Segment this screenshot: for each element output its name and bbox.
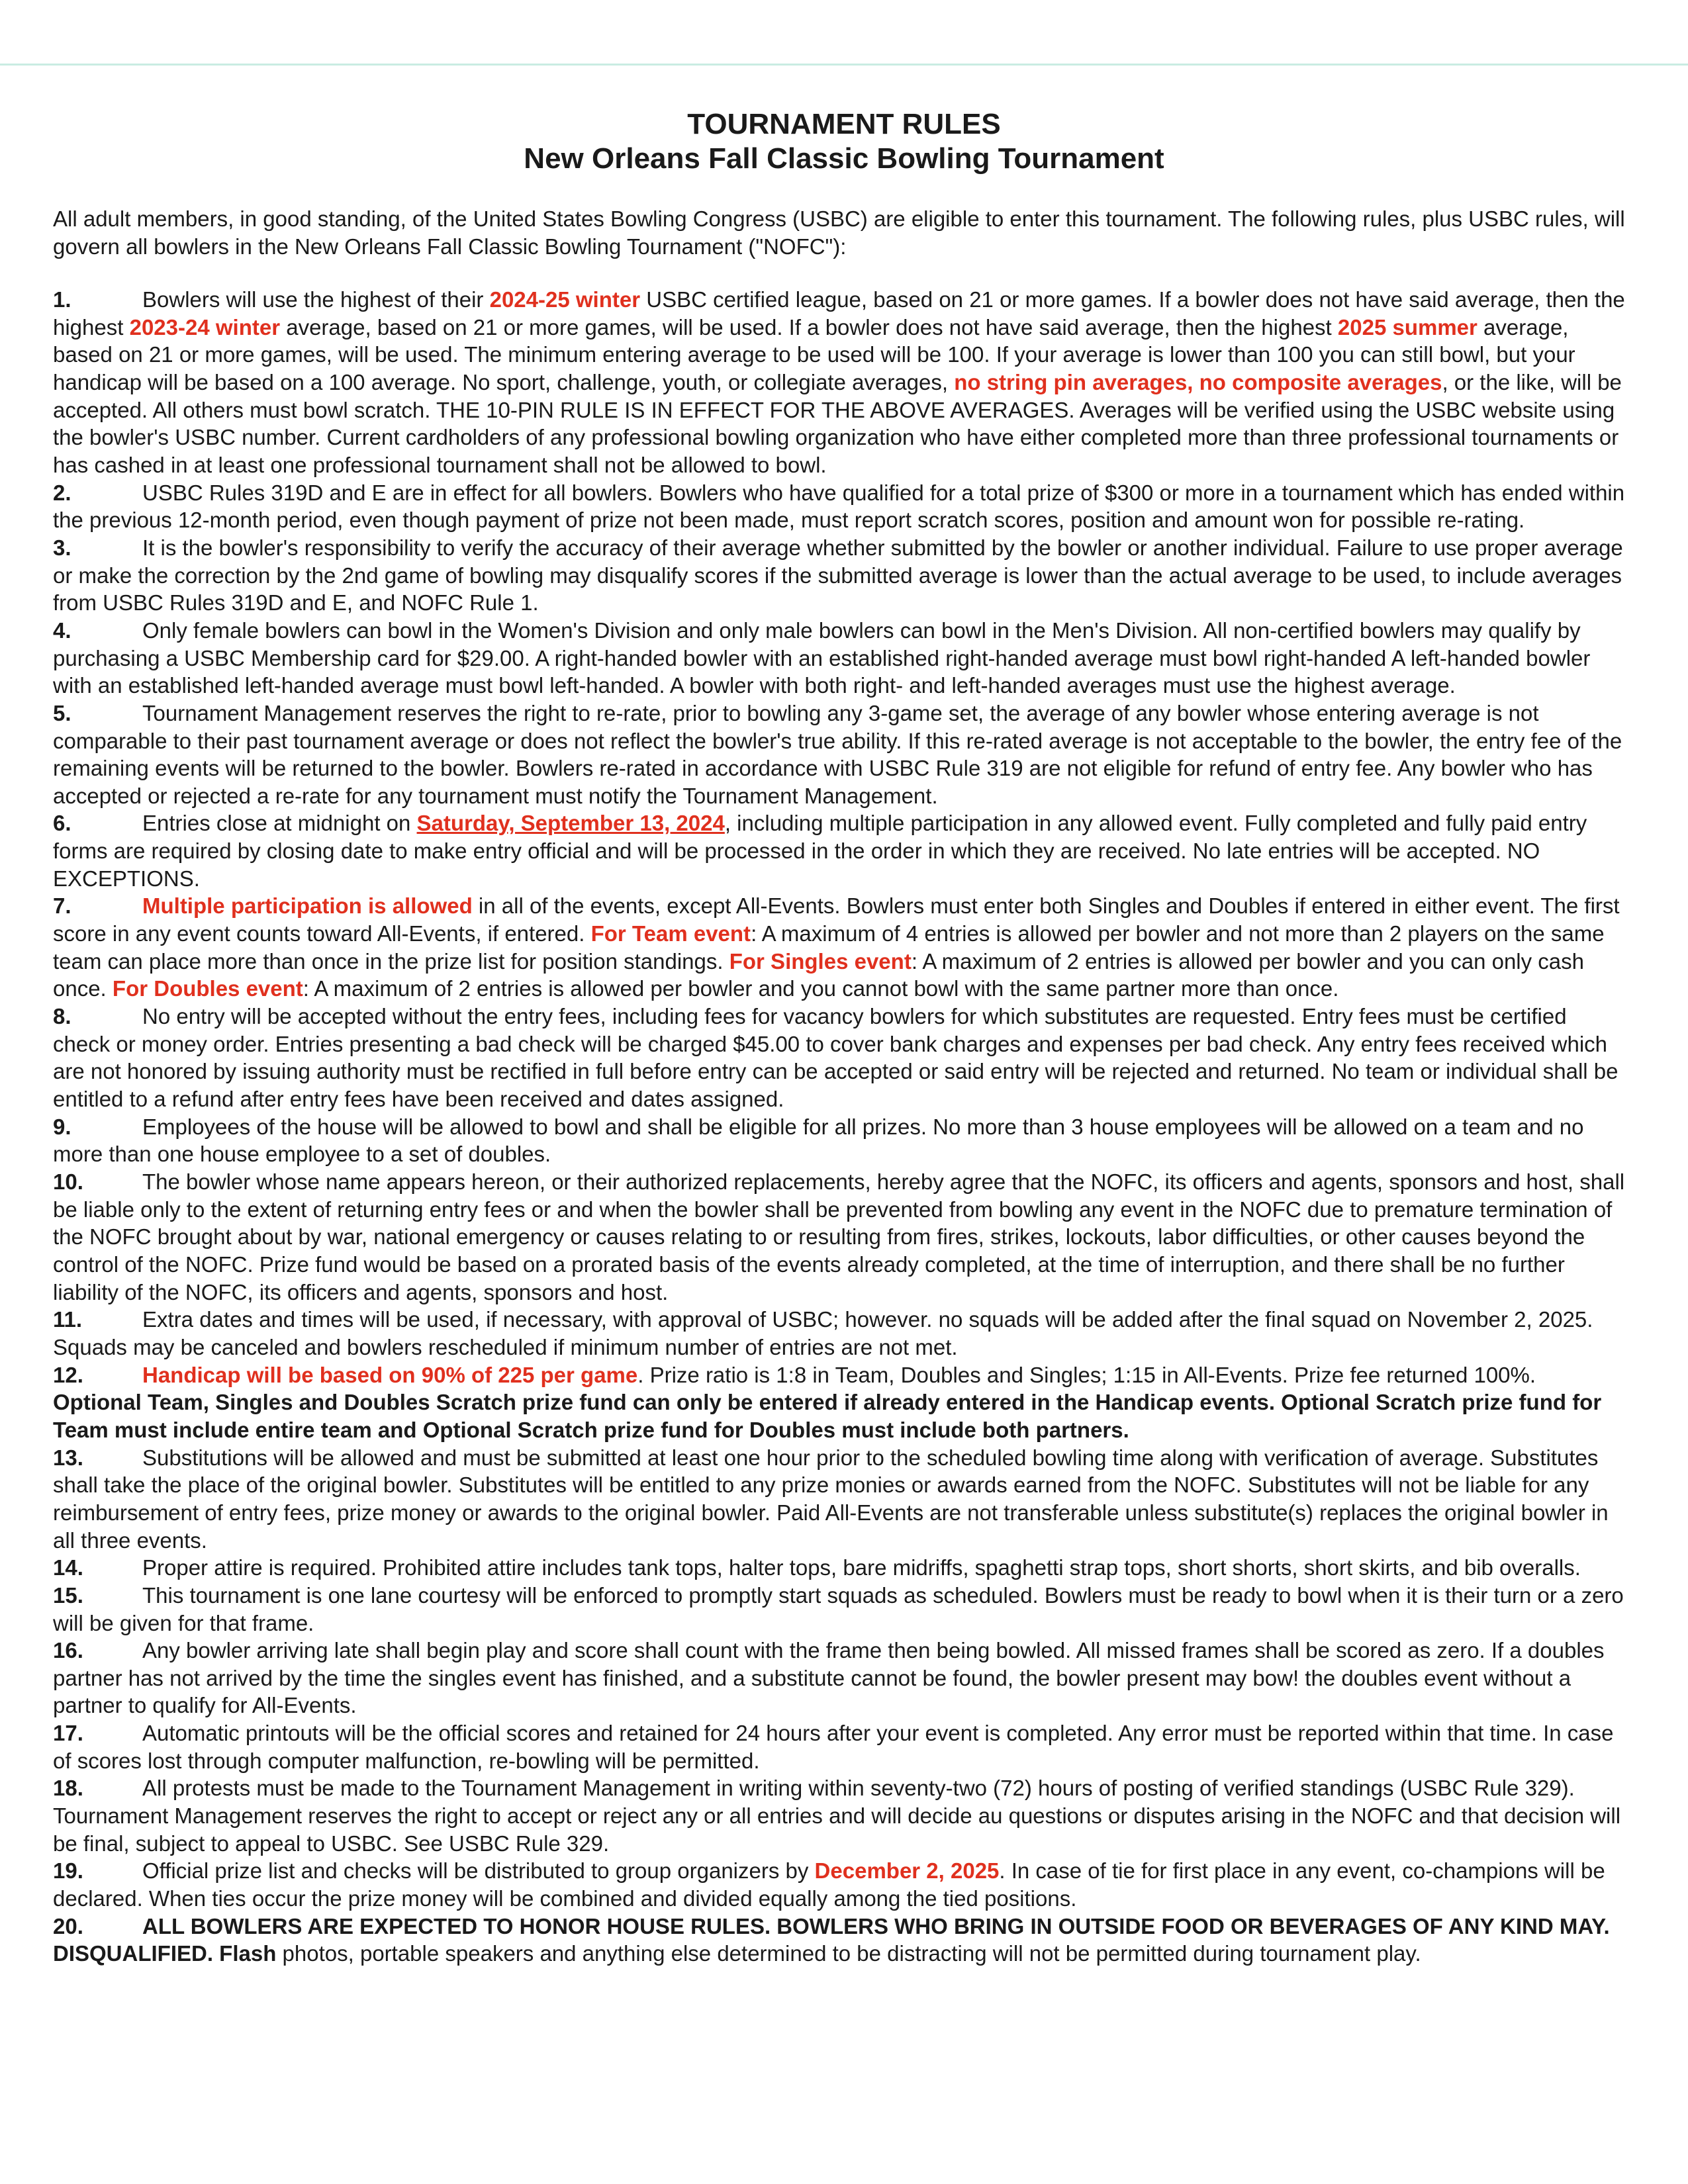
rule-highlight-text: no string pin averages, no composite averages bbox=[954, 369, 1442, 394]
intro-paragraph: All adult members, in good standing, of the United States Bowling Congress (USBC) are eligible to enter this tournament. The following rules, plus USBC rules, will govern all bowlers in the New Orleans Fall Classic Bowling Tournament ("NOFC"): bbox=[53, 206, 1625, 259]
rule-text: Employees of the house will be allowed to bowl and shall be eligible for all prizes. No more than 3 house employees will be allowed on a team and no more than one house employee to a set of doubles. bbox=[53, 1114, 1584, 1167]
rule-number: 15. bbox=[53, 1582, 83, 1608]
rule-number: 19. bbox=[53, 1858, 83, 1884]
rule-number: 1. bbox=[53, 287, 71, 312]
rule-number: 17. bbox=[53, 1721, 83, 1746]
rules-list bbox=[53, 286, 1628, 1968]
rule-item bbox=[53, 1168, 1628, 1306]
rule-bold-text: Optional Team, Singles and Doubles Scratch prize fund can only be entered if already entered in the Handicap events. Optional Scratch prize fund for Team must include entire team and Optional Scratch prize fund for Doubles must include both partners. bbox=[53, 1390, 1602, 1442]
rule-number: 10. bbox=[53, 1169, 83, 1194]
rule-number: 8. bbox=[53, 1004, 71, 1029]
rule-text: Bowlers will use the highest of their bbox=[142, 287, 490, 312]
rule-text: Entries close at midnight on bbox=[142, 811, 417, 836]
rule-bold-text: ALL BOWLERS ARE EXPECTED TO HONOR HOUSE RULES. BOWLERS WHO BRING IN OUTSIDE FOOD OR BEVERAGES OF ANY KIND MAY. DISQUALIFIED. Flash bbox=[53, 1913, 1610, 1966]
rule-number: 2. bbox=[53, 480, 71, 505]
rule-number: 5. bbox=[53, 700, 71, 725]
rule-number: 12. bbox=[53, 1362, 83, 1387]
rule-number: 3. bbox=[53, 535, 71, 560]
rule-text: in all of the events, except All-Events. Bowlers must enter both Singles and Doubles if entered in either event. The first score in any event counts toward All-Events, if entered. bbox=[53, 893, 1620, 946]
rule-highlight-text: 2025 summer bbox=[1337, 314, 1477, 340]
rule-highlight-text: Multiple participation is allowed bbox=[142, 893, 473, 919]
rule-item bbox=[53, 534, 1628, 617]
rule-number: 11. bbox=[53, 1307, 83, 1332]
rule-text: USBC certified league, based on 21 or more games. If a bowler does not have said average, then the highest bbox=[53, 287, 1625, 340]
rule-item bbox=[53, 1719, 1628, 1774]
rule-item bbox=[53, 1857, 1628, 1912]
rule-highlight-text: For Team event bbox=[590, 921, 751, 946]
rule-item bbox=[53, 1003, 1628, 1113]
rule-item bbox=[53, 700, 1628, 810]
rule-text: Only female bowlers can bowl in the Women's Division and only male bowlers can bowl in the Men's Division. All non-certified bowlers may qualify by purchasing a USBC Membership card for $29.00. A right-handed bowler with an established right-handed average must bowl right-handed A left-handed bowler with an established left-handed average must bowl left-handed. A bowler with both right- and left-handed averages must use the highest average. bbox=[53, 617, 1591, 698]
rule-item bbox=[53, 1582, 1628, 1637]
rule-item bbox=[53, 1306, 1628, 1361]
rule-item bbox=[53, 1361, 1628, 1444]
rule-text: photos, portable speakers and anything else determined to be distracting will not be permitted during tournament play. bbox=[276, 1941, 1421, 1966]
rule-text: , or the like, will be accepted. All others must bowl scratch. THE 10-PIN RULE IS IN EFFECT FOR THE ABOVE AVERAGES. Averages will be verified using the USBC website using the bowler's USBC number. Current cardholders of any professional bowling organization who have either completed more than three professional tournaments or has cashed in at least one professional tournament shall not be allowed to bowl. bbox=[53, 369, 1622, 477]
rule-text: Substitutions will be allowed and must be submitted at least one hour prior to the scheduled bowling time along with verification of average. Substitutes shall take the place of the original bowler. Substitutes will be entitled to any prize monies or awards earned from the NOFC. Substitutes will not be liable for any reimbursement of entry fees, prize money or awards to the original bowler. Paid All-Events are not transferable unless substitute(s) replaces the original bowler in all three events. bbox=[53, 1445, 1609, 1553]
rule-item bbox=[53, 1913, 1628, 1968]
page-subtitle: New Orleans Fall Classic Bowling Tournament bbox=[524, 142, 1164, 175]
rule-item bbox=[53, 286, 1628, 479]
rule-number: 16. bbox=[53, 1638, 83, 1663]
rule-text: USBC Rules 319D and E are in effect for all bowlers. Bowlers who have qualified for a total prize of $300 or more in a tournament which has ended within the previous 12-month period, even though payment of prize not been made, must report scratch scores, position and amount won for possible re-rating. bbox=[53, 480, 1625, 533]
rule-number: 7. bbox=[53, 893, 71, 919]
rule-text: The bowler whose name appears hereon, or their authorized replacements, hereby agree that the NOFC, its officers and agents, sponsors and host, shall be liable only to the extent of returning entry fees or and when the bowler shall be prevented from bowling any event in the NOFC due to premature termination of the NOFC brought about by war, national emergency or causes relating to or resulting from fires, strikes, lockouts, labor difficulties, or other causes beyond the control of the NOFC. Prize fund would be based on a prorated basis of the events already completed, at the time of interruption, and there shall be no further liability of the NOFC, its officers and agents, sponsors and host. bbox=[53, 1169, 1625, 1304]
rule-text: It is the bowler's responsibility to verify the accuracy of their average whether submitted by the bowler or another individual. Failure to use proper average or make the correction by the 2nd game of bowling may disqualify scores if the submitted average is lower than the actual average to be used, to include averages from USBC Rules 319D and E, and NOFC Rule 1. bbox=[53, 535, 1623, 615]
rule-highlight-text: Handicap will be based on 90% of 225 per game bbox=[142, 1362, 638, 1387]
rule-number: 13. bbox=[53, 1445, 83, 1470]
rule-text: No entry will be accepted without the entry fees, including fees for vacancy bowlers for which substitutes are requested. Entry fees must be certified check or money order. Entries presenting a bad check will be charged $45.00 to cover bank charges and expenses per bad check. Any entry fees received which are not honored by issuing authority must be rectified in full before entry can be accepted or said entry will be rejected and returned. No team or individual shall be entitled to a refund after entry fees have been received and dates assigned. bbox=[53, 1004, 1618, 1112]
rule-text: Any bowler arriving late shall begin play and score shall count with the frame then being bowled. All missed frames shall be scored as zero. If a doubles partner has not arrived by the time the singles event has finished, and a substitute cannot be found, the bowler present may bow! the doubles event without a partner to qualify for All-Events. bbox=[53, 1638, 1605, 1718]
rule-text: Proper attire is required. Prohibited attire includes tank tops, halter tops, bare midriffs, spaghetti strap tops, short shorts, short skirts, and bib overalls. bbox=[142, 1555, 1581, 1580]
rule-number: 14. bbox=[53, 1555, 83, 1580]
rule-text: : A maximum of 4 entries is allowed per bowler and not more than 2 players on the same team can place more than once in the prize list for position standings. bbox=[53, 921, 1605, 974]
rule-text: Official prize list and checks will be distributed to group organizers by bbox=[142, 1858, 815, 1884]
rule-text: average, based on 21 or more games, will be used. The minimum entering average to be used will be 100. If your average is lower than 100 you can still bowl, but your handicap will be based on a 100 average. No sport, challenge, youth, or collegiate averages, bbox=[53, 314, 1575, 394]
rule-highlight-text: For Doubles event bbox=[112, 976, 303, 1001]
rule-text: : A maximum of 2 entries is allowed per bowler and you can only cash once. bbox=[53, 948, 1584, 1001]
rule-text: Automatic printouts will be the official scores and retained for 24 hours after your event is completed. Any error must be reported within that time. In case of scores lost through computer malfunction, re-bowling will be permitted. bbox=[53, 1721, 1614, 1773]
rule-item bbox=[53, 809, 1628, 892]
rule-item bbox=[53, 1113, 1628, 1168]
rule-text: . Prize ratio is 1:8 in Team, Doubles and Singles; 1:15 in All-Events. Prize fee returned 100%. bbox=[637, 1362, 1536, 1387]
rule-number: 4. bbox=[53, 617, 71, 643]
rule-highlight-text: December 2, 2025 bbox=[814, 1858, 1000, 1884]
rule-highlight-text: For Singles event bbox=[729, 948, 912, 974]
rule-item bbox=[53, 1774, 1628, 1857]
rule-item bbox=[53, 617, 1628, 700]
rule-item bbox=[53, 1444, 1628, 1555]
rule-text: This tournament is one lane courtesy will be enforced to promptly start squads as scheduled. Bowlers must be ready to bowl when it is their turn or a zero will be given for that frame. bbox=[53, 1582, 1624, 1635]
rule-highlight-text: 2024-25 winter bbox=[489, 287, 641, 312]
rule-item bbox=[53, 1554, 1628, 1582]
rule-highlight-text: Saturday, September 13, 2024 bbox=[416, 811, 725, 836]
rule-number: 18. bbox=[53, 1776, 83, 1801]
rule-number: 9. bbox=[53, 1114, 71, 1139]
rule-text: All protests must be made to the Tournament Management in writing within seventy-two (72) hours of posting of verified standings (USBC Rule 329). Tournament Management reserves the right to accept or reject any or all entries and will decide au questions or disputes arising in the NOFC and that decision will be final, subject to appeal to USBC. See USBC Rule 329. bbox=[53, 1776, 1621, 1856]
rule-item bbox=[53, 1637, 1628, 1719]
rule-number: 20. bbox=[53, 1913, 83, 1938]
rule-text: , including multiple participation in any allowed event. Fully completed and fully paid entry forms are required by closing date to make entry official and will be processed in the order in which they are received. No late entries will be accepted. NO EXCEPTIONS. bbox=[53, 811, 1587, 891]
top-divider bbox=[0, 64, 1688, 66]
rule-item bbox=[53, 479, 1628, 534]
rule-highlight-text: 2023-24 winter bbox=[129, 314, 281, 340]
rule-number: 6. bbox=[53, 811, 71, 836]
rule-text: Tournament Management reserves the right to re-rate, prior to bowling any 3-game set, the average of any bowler whose entering average is not comparable to their past tournament average or does not reflect the bowler's true ability. If this re-rated average is not acceptable to the bowler, the entry fee of the remaining events will be returned to the bowler. Bowlers re-rated in accordance with USBC Rule 319 are not eligible for refund of entry fee. Any bowler who has accepted or rejected a re-rate for any tournament must notify the Tournament Management. bbox=[53, 700, 1622, 808]
page-title: TOURNAMENT RULES bbox=[687, 108, 1001, 140]
rule-text: average, based on 21 or more games, will be used. If a bowler does not have said average, then the highest bbox=[280, 314, 1338, 340]
rule-item bbox=[53, 892, 1628, 1003]
rule-text: : A maximum of 2 entries is allowed per bowler and you cannot bowl with the same partner more than once. bbox=[303, 976, 1339, 1001]
rule-text: . In case of tie for first place in any event, co-champions will be declared. When ties occur the prize money will be combined and divided equally among the tied positions. bbox=[53, 1858, 1605, 1911]
rule-text: Extra dates and times will be used, if necessary, with approval of USBC; however. no squads will be added after the final squad on November 2, 2025. Squads may be canceled and bowlers rescheduled if minimum number of entries are not met. bbox=[53, 1307, 1593, 1359]
